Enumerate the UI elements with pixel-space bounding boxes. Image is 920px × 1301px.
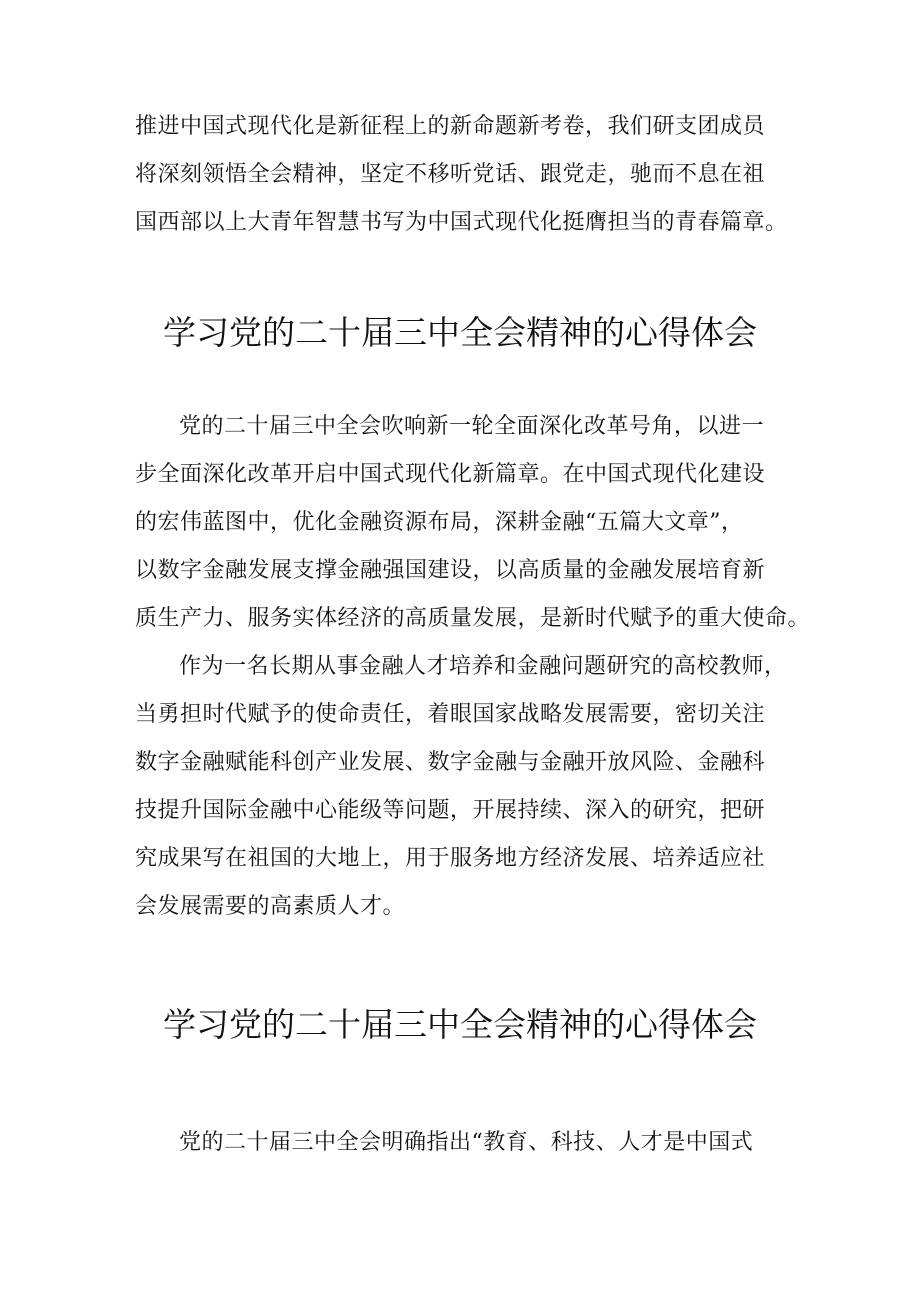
paragraph-line: 推进中国式现代化是新征程上的新命题新考卷，我们研支团成员	[135, 114, 766, 139]
paragraph-line: 的宏伟蓝图中，优化金融资源布局，深耕金融“五篇大文章”，	[135, 510, 744, 535]
paragraph-line: 将深刻领悟全会精神，坚定不移听党话、跟党走，驰而不息在祖	[135, 162, 766, 187]
section-1-paragraph-1	[135, 403, 811, 643]
section-1-title: 学习党的二十届三中全会精神的心得体会	[163, 313, 757, 352]
paragraph-line: 究成果写在祖国的大地上，用于服务地方经济发展、培养适应社	[135, 846, 766, 871]
paragraph-line: 质生产力、服务实体经济的高质量发展，是新时代赋予的重大使命。	[135, 606, 811, 631]
section-2-title: 学习党的二十届三中全会精神的心得体会	[163, 1005, 757, 1044]
paragraph-line: 当勇担时代赋予的使命责任，着眼国家战略发展需要，密切关注	[135, 702, 766, 727]
paragraph-line: 以数字金融发展支撑金融强国建设，以高质量的金融发展培育新	[135, 558, 766, 583]
paragraph-line: 步全面深化改革开启中国式现代化新篇章。在中国式现代化建设	[135, 462, 766, 487]
section-1-paragraph-2	[135, 643, 795, 931]
paragraph-line: 会发展需要的高素质人才。	[135, 894, 406, 919]
paragraph-line: 国西部以上大青年智慧书写为中国式现代化挺膺担当的青春篇章。	[135, 210, 788, 235]
paragraph-line: 作为一名长期从事金融人才培养和金融问题研究的高校教师，	[179, 654, 787, 679]
paragraph-line: 数字金融赋能科创产业发展、数字金融与金融开放风险、金融科	[135, 750, 766, 775]
paragraph-line: 党的二十届三中全会吹响新一轮全面深化改革号角，以进一	[179, 414, 765, 439]
paragraph-line: 技提升国际金融中心能级等问题，开展持续、深入的研究，把研	[135, 798, 766, 823]
paragraph-line: 党的二十届三中全会明确指出“教育、科技、人才是中国式	[179, 1130, 754, 1155]
intro-paragraph	[135, 103, 795, 247]
section-2-paragraph-1	[135, 1119, 795, 1167]
